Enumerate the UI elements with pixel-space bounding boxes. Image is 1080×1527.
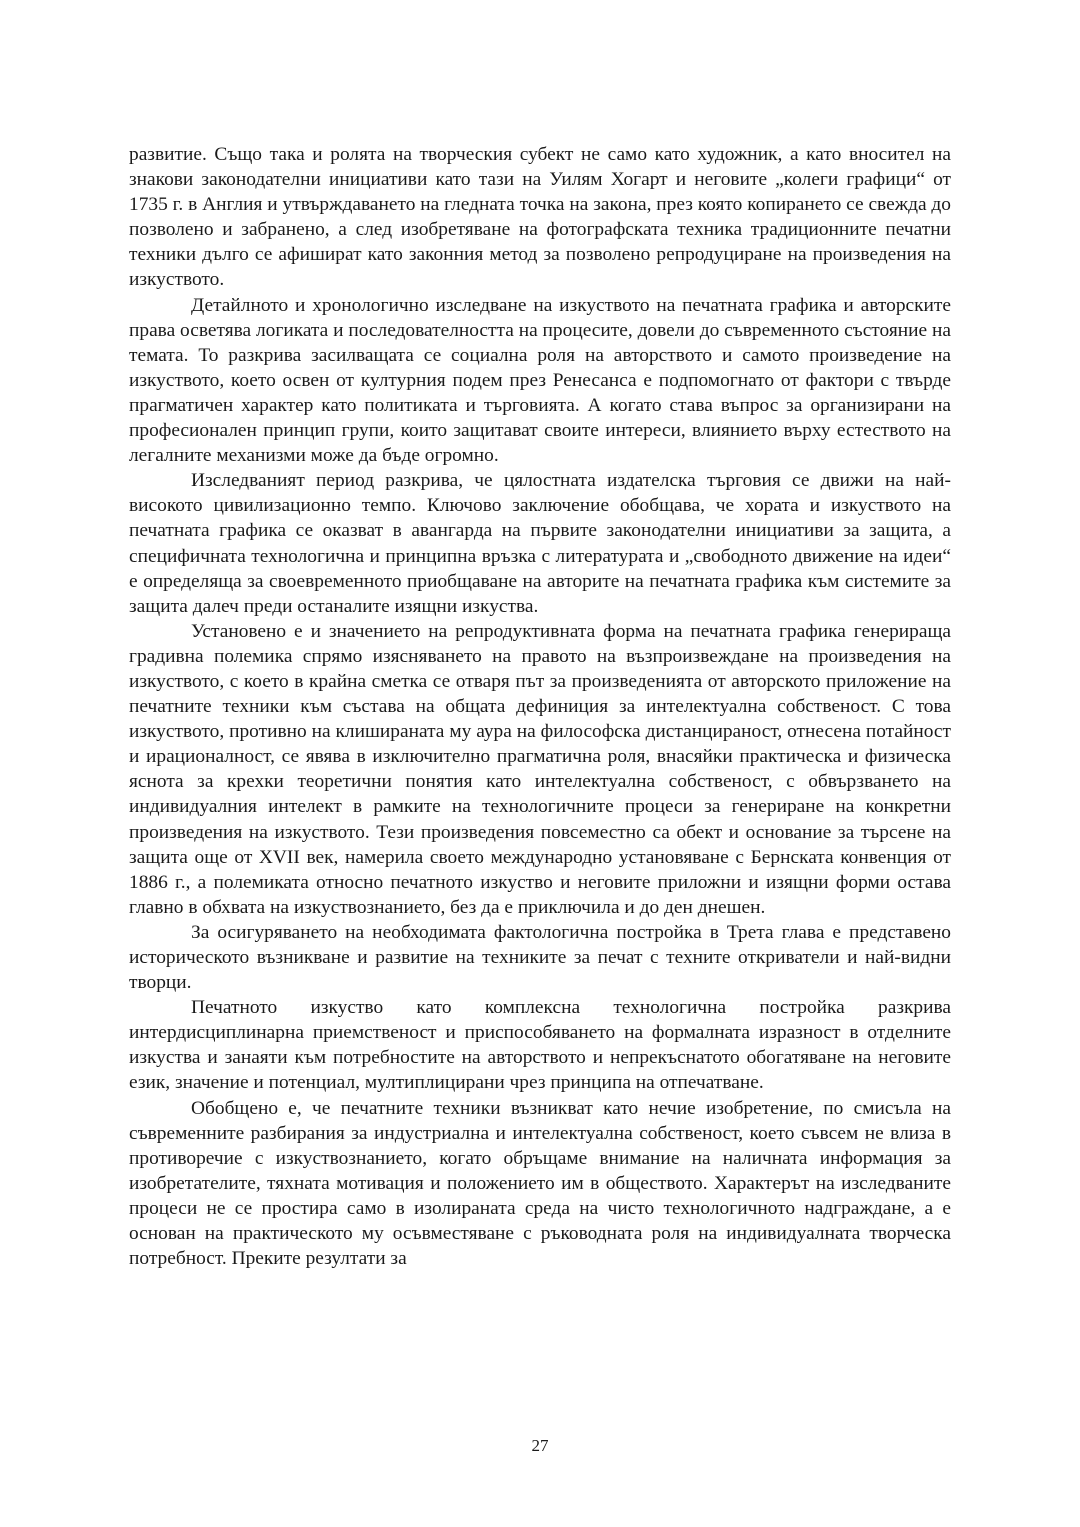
paragraph: За осигуряването на необходимата фактологична постройка в Трета глава е представено историческото възникване и развитие на техниките за печат с техните откриватели и най-видни творци. <box>129 921 951 994</box>
paragraph: Печатното изкуство като комплексна технологична постройка разкрива интердисциплинарна приемственост и приспособяването на формалната изразност в отделните изкуства и занаяти към потребностите на авторството и непрекъснатото обогатяване на неговите език, значение и потенциал, мултиплицирани чрез принципа на отпечатване. <box>129 997 951 1094</box>
body-text <box>129 142 951 1271</box>
page-number: 27 <box>531 1436 549 1455</box>
paragraph: Детайлното и хронологично изследване на изкуството на печатната графика и авторските права осветява логиката и последователността на процесите, довели до съвременното състояние на темата. То разкрива засилващата се социална роля на авторството и самото произведение на изкуството, което освен от културния подем през Ренесанса е подпомогнато от фактори с твърде прагматичен характер като политиката и търговията. А когато става въпрос за организирани на професионален принцип групи, които защитават своите интереси, влиянието върху естеството на легалните механизми може да бъде огромно. <box>129 294 951 467</box>
paragraph: Обобщено е, че печатните техники възникват като нечие изобретение, по смисъла на съвременните разбирания за индустриална и интелектуална собственост, което съвсем не влиза в противоречие с изкуствознанието, когато обръщаме внимание на наличната информация за изобретателите, тяхната мотивация и положението им в обществото. Характерът на изследваните процеси не се простира само в изолираната среда на чисто технологичното надграждане, а е основан на практическото му осъвместяване с ръководната роля на индивидуалната творческа потребност. Преките резултати за <box>129 1097 951 1270</box>
paragraph: Установено е и значението на репродуктивната форма на печатната графика генерираща градивна полемика спрямо изясняването на правото на възпроизвеждане на произведения на изкуството, с което в крайна сметка се отваря път за произведенията от авторското приложение на печатните техники към състава на общата дефиниция за интелектуална собственост. С това изкуството, противно на клишираната му аура на философска дистанцираност, отнесена потайност и ирационалност, се явява в изключително прагматична роля, внасяйки практическа и физическа яснота за крехки теоретични понятия като интелектуална собственост, с обвързването на индивидуалния интелект в рамките на технологичните процеси за генериране на конкретни произведения на изкуството. Тези произведения повсеместно са обект и основание за търсене на защита още от XVII век, намерила своето международно установяване с Бернската конвенция от 1886 г., а полемиката относно печатното изкуство и неговите приложни и изящни форми остава главно в обхвата на изкуствознанието, без да е приключила и до ден днешен. <box>129 620 951 918</box>
paragraph: Изследваният период разкрива, че цялостната издателска търговия се движи на най-високото цивилизационно темпо. Ключово заключение обобщава, че хората и изкуството на печатната графика се оказват в авангарда на първите законодателни инициативи за защита, а специфичната технологична и принципна връзка с литературата и „свободното движение на идеи“ е определяща за своевременното приобщаване на авторите на печатната графика към системите за защита далеч преди останалите изящни изкуства. <box>129 470 951 617</box>
paragraph-continuation: развитие. Също така и ролята на творческия субект не само като художник, а като вносител на знакови законодателни инициативи като тази на Уилям Хогарт и неговите „колеги графици“ от 1735 г. в Англия и утвърждаването на гледната точка на закона, през която копирането се свежда до позволено и забранено, а след изобретяване на фотографската техника традиционните печатни техники дълго се афишират като законния метод за позволено репродуциране на произведения на изкуството. <box>129 144 951 291</box>
